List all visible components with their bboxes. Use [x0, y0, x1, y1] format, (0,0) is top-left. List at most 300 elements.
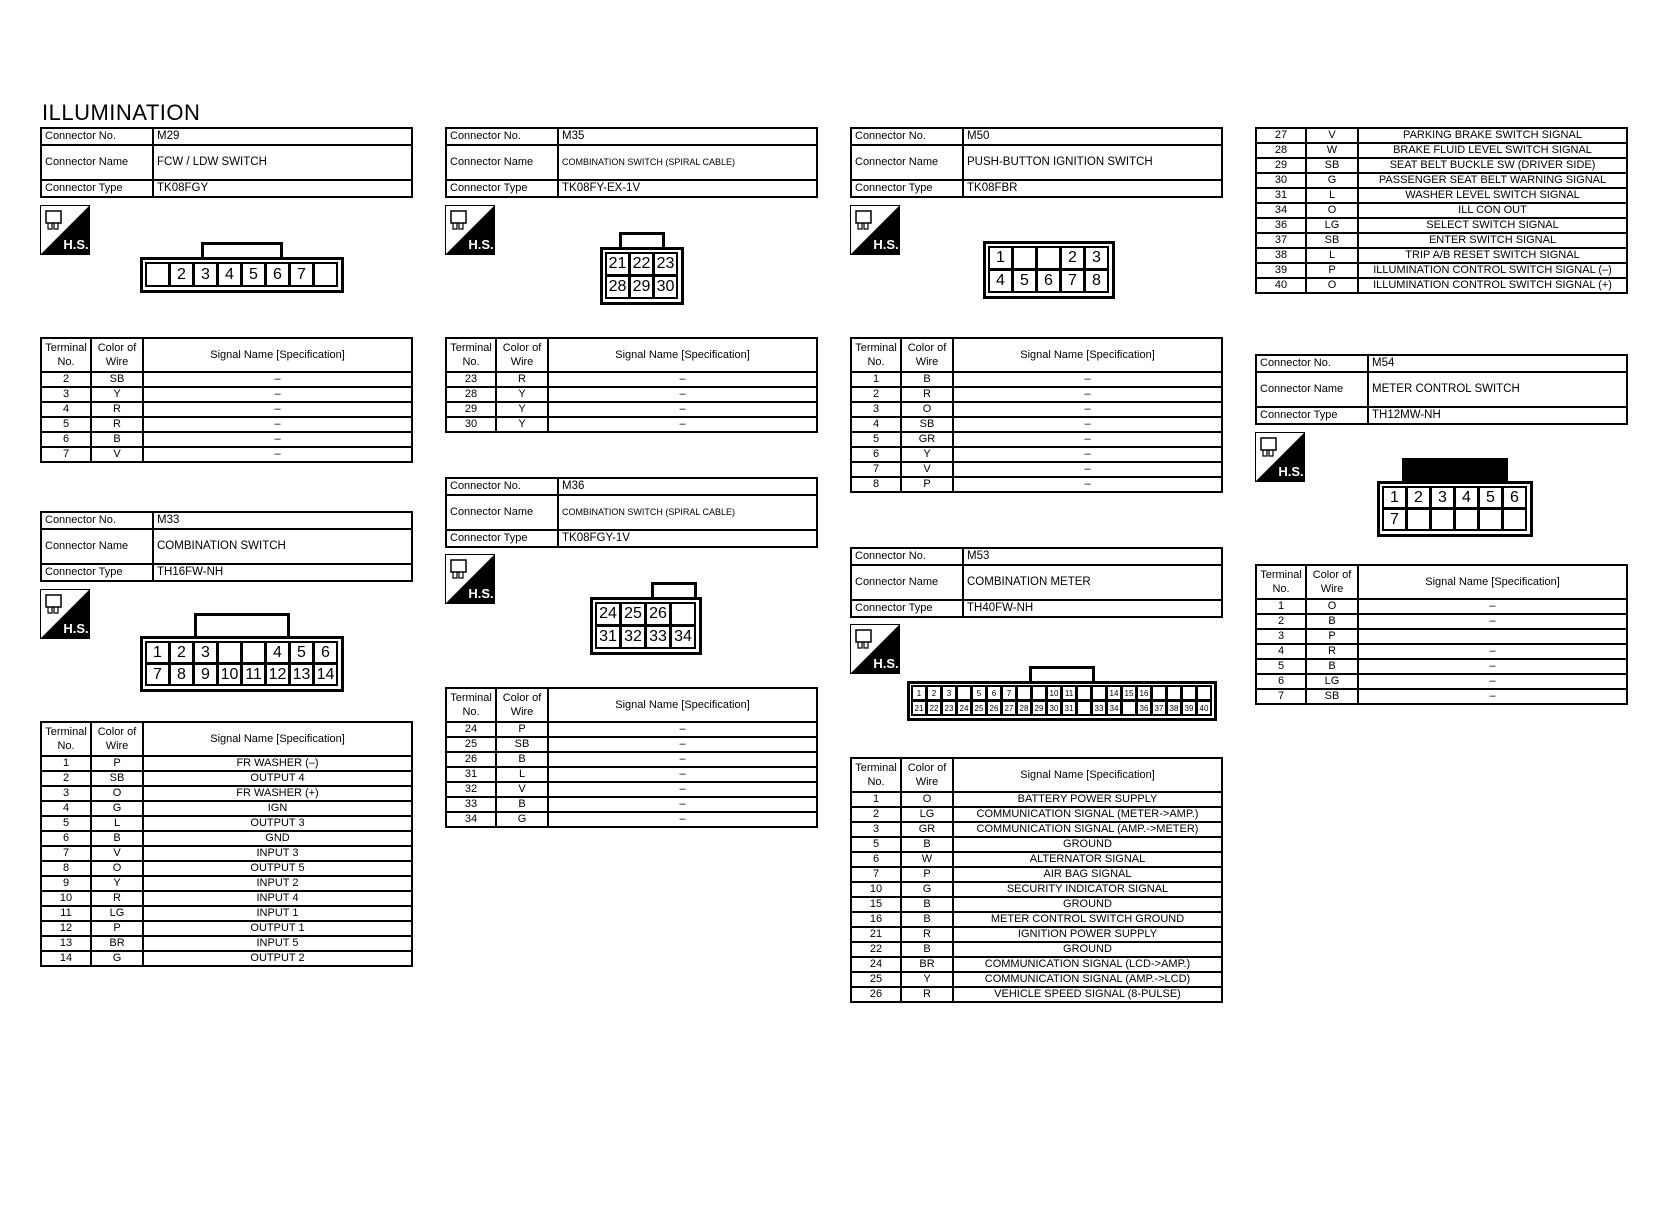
wire-color: Y — [496, 402, 548, 417]
signal-name: AIR BAG SIGNAL — [953, 867, 1222, 882]
signal-name: INPUT 4 — [143, 891, 412, 906]
connector-m35-info — [445, 127, 818, 198]
table-row — [446, 722, 817, 737]
signal-name: – — [548, 737, 817, 752]
connector-m35-pin-table — [445, 337, 818, 433]
connector-pin: 4 — [1454, 486, 1479, 509]
terminal-no: 34 — [446, 812, 496, 827]
terminal-header: Terminal No. — [446, 688, 496, 722]
terminal-no: 7 — [41, 447, 91, 462]
wire-color: B — [1306, 659, 1358, 674]
connector-pin: 3 — [941, 685, 957, 701]
hs-icon — [40, 589, 90, 639]
terminal-no: 38 — [1256, 248, 1306, 263]
table-row — [851, 477, 1222, 492]
table-row — [851, 837, 1222, 852]
signal-name: – — [953, 462, 1222, 477]
connector-name-label: Connector Name — [1256, 372, 1368, 407]
connector-pin: 2 — [1060, 246, 1085, 270]
connector-pin: 26 — [986, 700, 1002, 716]
signal-name: ILLUMINATION CONTROL SWITCH SIGNAL (–) — [1358, 263, 1627, 278]
table-row — [851, 912, 1222, 927]
wire-color: LG — [1306, 674, 1358, 689]
terminal-no: 25 — [446, 737, 496, 752]
wire-color: V — [901, 462, 953, 477]
connector-pin: 3 — [193, 641, 218, 664]
terminal-no: 33 — [446, 797, 496, 812]
table-row — [446, 767, 817, 782]
connector-pin: 3 — [1084, 246, 1109, 270]
signal-name: – — [548, 372, 817, 387]
terminal-header: Terminal No. — [851, 758, 901, 792]
terminal-no: 6 — [41, 432, 91, 447]
connector-latch — [1029, 666, 1095, 681]
signal-name: – — [143, 417, 412, 432]
connector-pin: 8 — [1084, 269, 1109, 293]
terminal-no: 34 — [1256, 203, 1306, 218]
connector-pin — [1121, 700, 1137, 716]
wire-color: GR — [901, 432, 953, 447]
terminal-no: 24 — [446, 722, 496, 737]
signal-name: – — [548, 417, 817, 432]
connector-no-value: M50 — [963, 128, 1222, 145]
signal-name: COMMUNICATION SIGNAL (AMP.->METER) — [953, 822, 1222, 837]
connector-name-value: COMBINATION SWITCH (SPIRAL CABLE) — [558, 495, 817, 530]
signal-name: IGN — [143, 801, 412, 816]
connector-face — [907, 681, 1217, 721]
terminal-no: 5 — [41, 816, 91, 831]
connector-pin: 6 — [313, 641, 338, 664]
connector-name-label: Connector Name — [446, 495, 558, 530]
signal-name: GROUND — [953, 837, 1222, 852]
connector-pin: 30 — [653, 275, 678, 299]
pin-row — [596, 626, 696, 649]
table-row — [1256, 599, 1627, 614]
wire-color: V — [91, 846, 143, 861]
signal-name: – — [143, 402, 412, 417]
wire-color: Y — [496, 417, 548, 432]
terminal-no: 7 — [41, 846, 91, 861]
signal-name: INPUT 3 — [143, 846, 412, 861]
connector-pin — [1091, 685, 1107, 701]
signal-name: – — [953, 387, 1222, 402]
connector-face — [983, 241, 1115, 299]
terminal-no: 7 — [851, 462, 901, 477]
terminal-no: 25 — [851, 972, 901, 987]
table-row — [851, 927, 1222, 942]
wire-color: LG — [1306, 218, 1358, 233]
signal-name: INPUT 2 — [143, 876, 412, 891]
table-row — [41, 816, 412, 831]
signal-header: Signal Name [Specification] — [548, 688, 817, 722]
connector-pin: 14 — [313, 663, 338, 686]
table-row — [1256, 188, 1627, 203]
table-row — [1256, 614, 1627, 629]
connector-pin: 5 — [289, 641, 314, 664]
signal-header: Signal Name [Specification] — [548, 338, 817, 372]
connector-pin — [1478, 508, 1503, 531]
connector-no-label: Connector No. — [446, 128, 558, 145]
table-row — [1256, 659, 1627, 674]
table-row — [446, 402, 817, 417]
terminal-no: 8 — [851, 477, 901, 492]
connector-no-value: M35 — [558, 128, 817, 145]
connector-pin: 5 — [971, 685, 987, 701]
terminal-no: 2 — [851, 387, 901, 402]
wire-color: L — [1306, 188, 1358, 203]
table-row — [851, 897, 1222, 912]
table-row — [851, 447, 1222, 462]
connector-pin: 30 — [1046, 700, 1062, 716]
connector-pin: 33 — [1091, 700, 1107, 716]
table-row — [851, 822, 1222, 837]
connector-name-value: COMBINATION SWITCH (SPIRAL CABLE) — [558, 145, 817, 180]
color-header: Color of Wire — [901, 758, 953, 792]
connector-pin — [1036, 246, 1061, 270]
table-row — [851, 387, 1222, 402]
wire-color: P — [901, 477, 953, 492]
table-row — [41, 831, 412, 846]
terminal-no: 4 — [41, 801, 91, 816]
table-row — [41, 771, 412, 786]
wire-color: G — [496, 812, 548, 827]
wire-color: BR — [901, 957, 953, 972]
connector-pin: 22 — [926, 700, 942, 716]
wire-color: Y — [901, 447, 953, 462]
table-row — [1256, 233, 1627, 248]
terminal-no: 7 — [851, 867, 901, 882]
connector-pin: 6 — [265, 262, 290, 287]
table-row — [41, 372, 412, 387]
signal-name: – — [1358, 599, 1627, 614]
table-row — [41, 951, 412, 966]
connector-face — [1377, 481, 1533, 537]
signal-name: FR WASHER (–) — [143, 756, 412, 771]
connector-pin: 24 — [956, 700, 972, 716]
wire-color: V — [1306, 128, 1358, 143]
signal-name: – — [953, 432, 1222, 447]
wire-color: LG — [91, 906, 143, 921]
wire-color: SB — [901, 417, 953, 432]
connector-face — [140, 257, 344, 293]
signal-name: – — [1358, 644, 1627, 659]
pin-row — [912, 701, 1212, 716]
connector-pin: 2 — [926, 685, 942, 701]
connector-pin: 27 — [1001, 700, 1017, 716]
connector-pin: 7 — [1001, 685, 1017, 701]
wire-color: BR — [91, 936, 143, 951]
pin-row — [912, 686, 1212, 701]
terminal-no: 37 — [1256, 233, 1306, 248]
signal-name: GROUND — [953, 897, 1222, 912]
table-row — [446, 737, 817, 752]
connector-name-label: Connector Name — [446, 145, 558, 180]
table-row — [851, 942, 1222, 957]
signal-name: – — [143, 432, 412, 447]
wire-color: P — [1306, 263, 1358, 278]
connector-pin: 25 — [620, 602, 646, 626]
terminal-no: 4 — [851, 417, 901, 432]
connector-pin: 3 — [1430, 486, 1455, 509]
terminal-no: 39 — [1256, 263, 1306, 278]
connector-name-value: FCW / LDW SWITCH — [153, 145, 412, 180]
terminal-no: 26 — [446, 752, 496, 767]
signal-name: BRAKE FLUID LEVEL SWITCH SIGNAL — [1358, 143, 1627, 158]
connector-pin — [1151, 685, 1167, 701]
connector-m53-info — [850, 547, 1223, 618]
connector-pin: 7 — [289, 262, 314, 287]
table-row — [446, 417, 817, 432]
connector-pin: 33 — [645, 625, 671, 649]
signal-name: COMMUNICATION SIGNAL (AMP.->LCD) — [953, 972, 1222, 987]
wire-color: G — [91, 951, 143, 966]
connector-m50-pin-table — [850, 337, 1223, 493]
connector-pin: 4 — [988, 269, 1013, 293]
signal-name: BATTERY POWER SUPPLY — [953, 792, 1222, 807]
hs-icon — [40, 205, 90, 255]
terminal-no: 3 — [41, 786, 91, 801]
terminal-no: 12 — [41, 921, 91, 936]
pin-row — [989, 270, 1109, 293]
terminal-no: 14 — [41, 951, 91, 966]
wire-color: R — [91, 891, 143, 906]
terminal-no: 5 — [851, 432, 901, 447]
terminal-no: 1 — [1256, 599, 1306, 614]
terminal-no: 32 — [446, 782, 496, 797]
table-row — [41, 402, 412, 417]
wire-color: R — [901, 387, 953, 402]
table-row — [851, 462, 1222, 477]
wire-color: O — [901, 792, 953, 807]
color-header: Color of Wire — [901, 338, 953, 372]
svg-text:H.S.: H.S. — [1278, 464, 1304, 479]
connector-m29-diagram — [140, 242, 344, 293]
signal-name: IGNITION POWER SUPPLY — [953, 927, 1222, 942]
connector-m36-pin-table — [445, 687, 818, 828]
connector-pin: 37 — [1151, 700, 1167, 716]
terminal-header: Terminal No. — [1256, 565, 1306, 599]
table-row — [1256, 248, 1627, 263]
pin-row — [989, 247, 1109, 270]
terminal-no: 31 — [446, 767, 496, 782]
terminal-no: 5 — [41, 417, 91, 432]
connector-pin: 21 — [911, 700, 927, 716]
terminal-header: Terminal No. — [41, 338, 91, 372]
connector-pin — [1196, 685, 1212, 701]
wire-color: B — [91, 432, 143, 447]
wire-color: O — [91, 786, 143, 801]
terminal-no: 10 — [851, 882, 901, 897]
connector-pin: 24 — [595, 602, 621, 626]
hs-icon — [1255, 432, 1305, 482]
connector-pin: 25 — [971, 700, 987, 716]
connector-no-label: Connector No. — [41, 128, 153, 145]
table-row — [1256, 203, 1627, 218]
connector-m53-pin-table-continued — [1255, 127, 1628, 294]
svg-text:H.S.: H.S. — [873, 237, 899, 252]
signal-name: – — [953, 477, 1222, 492]
connector-latch — [651, 582, 697, 597]
wire-color: P — [496, 722, 548, 737]
signal-name: METER CONTROL SWITCH GROUND — [953, 912, 1222, 927]
terminal-header: Terminal No. — [446, 338, 496, 372]
signal-name: – — [953, 417, 1222, 432]
connector-m29-pin-table — [40, 337, 413, 463]
connector-m33-pin-table — [40, 721, 413, 967]
signal-name: – — [143, 372, 412, 387]
connector-pin: 5 — [1478, 486, 1503, 509]
terminal-no: 11 — [41, 906, 91, 921]
connector-pin: 2 — [1406, 486, 1431, 509]
connector-pin — [1166, 685, 1182, 701]
color-header: Color of Wire — [496, 338, 548, 372]
signal-name: ILL CON OUT — [1358, 203, 1627, 218]
signal-name: – — [548, 722, 817, 737]
connector-no-label: Connector No. — [851, 128, 963, 145]
wire-color: P — [901, 867, 953, 882]
connector-pin: 4 — [217, 262, 242, 287]
connector-pin: 38 — [1166, 700, 1182, 716]
terminal-no: 6 — [1256, 674, 1306, 689]
connector-pin — [1181, 685, 1197, 701]
terminal-no: 9 — [41, 876, 91, 891]
terminal-no: 28 — [446, 387, 496, 402]
connector-m50-diagram — [983, 241, 1115, 299]
signal-name: – — [953, 447, 1222, 462]
table-row — [1256, 173, 1627, 188]
table-row — [41, 921, 412, 936]
connector-pin: 1 — [145, 641, 170, 664]
signal-name — [1358, 629, 1627, 644]
table-row — [41, 936, 412, 951]
signal-name: – — [548, 752, 817, 767]
table-row — [851, 807, 1222, 822]
table-row — [851, 987, 1222, 1002]
connector-face — [600, 247, 684, 305]
connector-pin: 29 — [629, 275, 654, 299]
signal-name: ENTER SWITCH SIGNAL — [1358, 233, 1627, 248]
table-row — [41, 801, 412, 816]
svg-text:H.S.: H.S. — [63, 621, 89, 636]
connector-m54-info — [1255, 354, 1628, 425]
connector-pin: 6 — [986, 685, 1002, 701]
wire-color: B — [496, 797, 548, 812]
connector-no-value: M54 — [1368, 355, 1627, 372]
wire-color: L — [1306, 248, 1358, 263]
wire-color: B — [1306, 614, 1358, 629]
connector-type-label: Connector Type — [446, 180, 558, 197]
connector-m54-pin-table — [1255, 564, 1628, 705]
connector-pin: 14 — [1106, 685, 1122, 701]
terminal-no: 4 — [41, 402, 91, 417]
signal-name: SELECT SWITCH SIGNAL — [1358, 218, 1627, 233]
table-row — [851, 792, 1222, 807]
table-row — [41, 756, 412, 771]
connector-pin — [145, 262, 170, 287]
wire-color: SB — [91, 372, 143, 387]
svg-text:H.S.: H.S. — [468, 586, 494, 601]
connector-m54-diagram — [1377, 458, 1533, 537]
connector-no-value: M36 — [558, 478, 817, 495]
table-row — [446, 372, 817, 387]
signal-name: – — [953, 372, 1222, 387]
connector-no-value: M33 — [153, 512, 412, 529]
wire-color: SB — [1306, 233, 1358, 248]
connector-latch — [1402, 458, 1508, 481]
terminal-no: 3 — [41, 387, 91, 402]
wire-color: P — [91, 756, 143, 771]
terminal-no: 31 — [1256, 188, 1306, 203]
terminal-no: 3 — [1256, 629, 1306, 644]
terminal-no: 3 — [851, 402, 901, 417]
svg-text:H.S.: H.S. — [63, 237, 89, 252]
table-row — [41, 786, 412, 801]
connector-pin: 31 — [1061, 700, 1077, 716]
wire-color: R — [1306, 644, 1358, 659]
connector-no-label: Connector No. — [1256, 355, 1368, 372]
wire-color: Y — [901, 972, 953, 987]
wire-color: SB — [1306, 689, 1358, 704]
connector-name-value: COMBINATION SWITCH — [153, 529, 412, 564]
signal-name: VEHICLE SPEED SIGNAL (8-PULSE) — [953, 987, 1222, 1002]
connector-pin: 1 — [988, 246, 1013, 270]
table-row — [41, 432, 412, 447]
color-header: Color of Wire — [496, 688, 548, 722]
connector-face — [590, 597, 702, 655]
table-row — [41, 906, 412, 921]
connector-m50-info — [850, 127, 1223, 198]
terminal-no: 2 — [41, 372, 91, 387]
table-row — [851, 372, 1222, 387]
table-row — [1256, 689, 1627, 704]
connector-pin: 34 — [1106, 700, 1122, 716]
connector-pin: 4 — [265, 641, 290, 664]
connector-pin: 10 — [1046, 685, 1062, 701]
wire-color: L — [91, 816, 143, 831]
table-row — [446, 797, 817, 812]
connector-pin: 13 — [289, 663, 314, 686]
connector-name-value: PUSH-BUTTON IGNITION SWITCH — [963, 145, 1222, 180]
terminal-no: 2 — [851, 807, 901, 822]
signal-name: TRIP A/B RESET SWITCH SIGNAL — [1358, 248, 1627, 263]
table-row — [41, 447, 412, 462]
connector-pin — [241, 641, 266, 664]
signal-header: Signal Name [Specification] — [1358, 565, 1627, 599]
terminal-header: Terminal No. — [851, 338, 901, 372]
table-row — [41, 387, 412, 402]
connector-latch — [201, 242, 283, 257]
table-row — [41, 876, 412, 891]
connector-pin: 15 — [1121, 685, 1137, 701]
connector-pin: 34 — [670, 625, 696, 649]
signal-header: Signal Name [Specification] — [953, 758, 1222, 792]
terminal-no: 13 — [41, 936, 91, 951]
connector-pin: 9 — [193, 663, 218, 686]
table-row — [851, 957, 1222, 972]
wire-color: R — [901, 987, 953, 1002]
terminal-no: 21 — [851, 927, 901, 942]
table-row — [446, 752, 817, 767]
table-row — [851, 432, 1222, 447]
connector-pin: 39 — [1181, 700, 1197, 716]
connector-name-label: Connector Name — [851, 565, 963, 600]
signal-name: COMMUNICATION SIGNAL (METER->AMP.) — [953, 807, 1222, 822]
signal-name: OUTPUT 1 — [143, 921, 412, 936]
terminal-no: 1 — [41, 756, 91, 771]
connector-pin: 5 — [1012, 269, 1037, 293]
connector-pin: 6 — [1502, 486, 1527, 509]
wire-color: B — [496, 752, 548, 767]
